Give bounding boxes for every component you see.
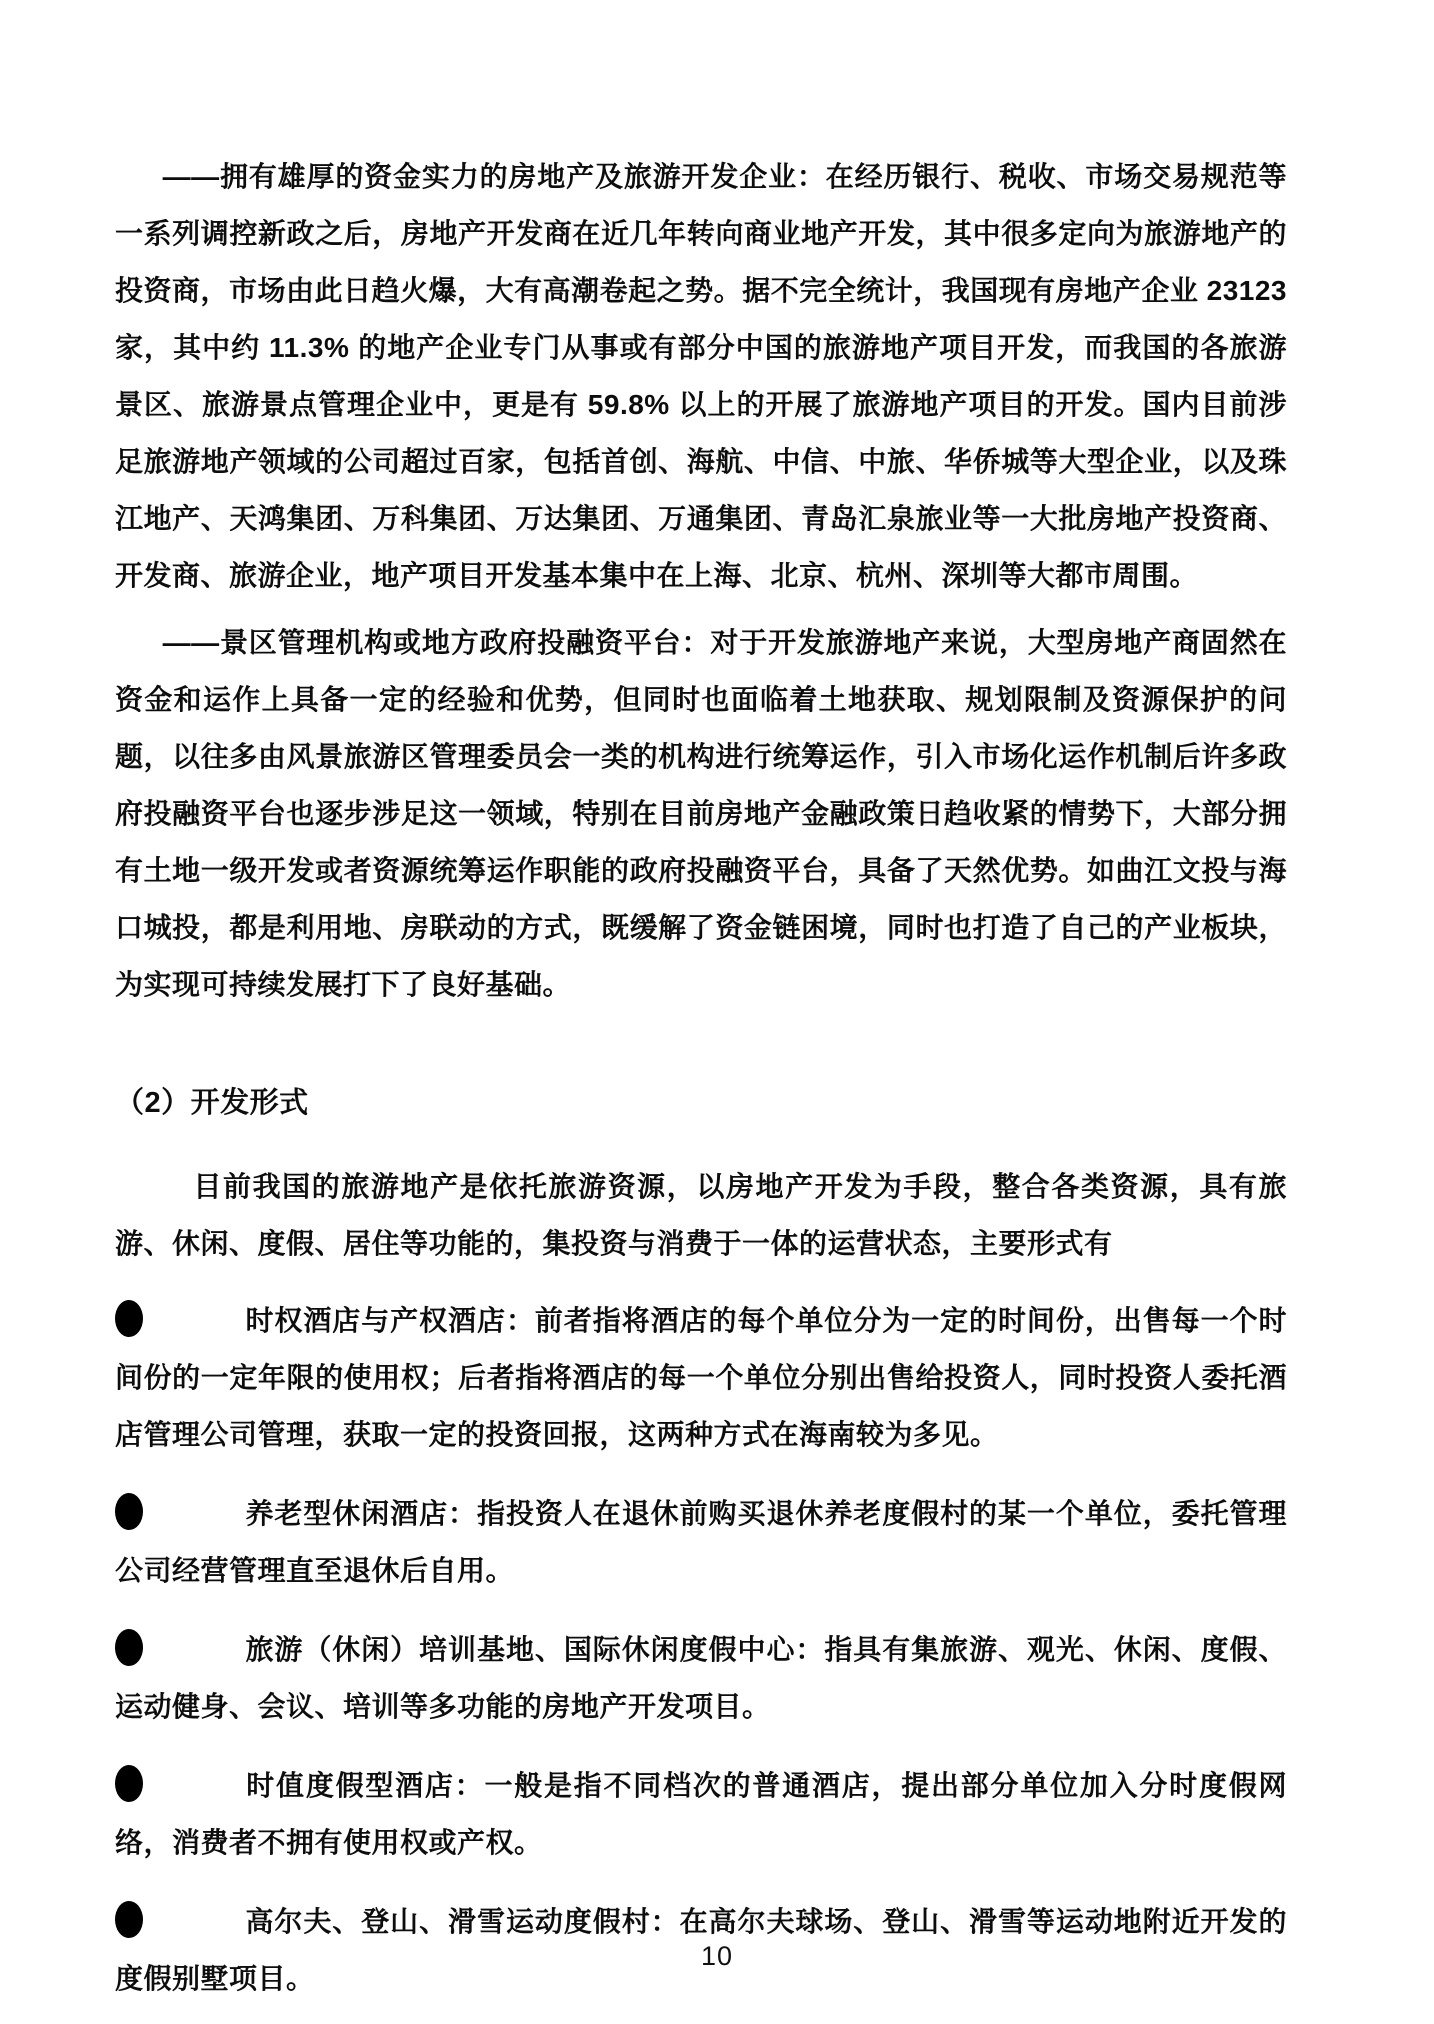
paragraph-scenic-area-platforms: ——景区管理机构或地方政府投融资平台：对于开发旅游地产来说，大型房地产商固然在资金和运作上具备一定的经验和优势，但同时也面临着土地获取、规划限制及资源保护的问题，以往多由风景旅游区管理委员会一类的机构进行统筹运作，引入市场化运作机制后许多政府投融资平台也逐步涉足这一领域，特别在目前房地产金融政策日趋收紧的情势下，大部分拥有土地一级开发或者资源统筹运作职能的政府投融资平台，具备了天然优势。如曲江文投与海口城投，都是利用地、房联动的方式，既缓解了资金链困境，同时也打造了自己的产业板块，为实现可持续发展打下了良好基础。 bbox=[115, 627, 1287, 1000]
bullet-text: 高尔夫、登山、滑雪运动度假村：在高尔夫球场、登山、滑雪等运动地附近开发的度假别墅项目。 bbox=[115, 1906, 1287, 1994]
paragraph-intro-development-forms: 目前我国的旅游地产是依托旅游资源，以房地产开发为手段，整合各类资源，具有旅游、休闲、度假、居住等功能的，集投资与消费于一体的运营状态，主要形式有 bbox=[115, 1171, 1287, 1259]
document-content bbox=[115, 148, 1287, 2024]
bullet-item-training-bases bbox=[115, 1621, 1287, 1735]
bullet-item-time-value-hotels bbox=[115, 1757, 1287, 1871]
page-footer bbox=[0, 1941, 1434, 1972]
bullet-icon bbox=[115, 1765, 143, 1802]
bullet-item-retirement-hotels bbox=[115, 1485, 1287, 1599]
bullet-text: 养老型休闲酒店：指投资人在退休前购买退休养老度假村的某一个单位，委托管理公司经营管理直至退休后自用。 bbox=[115, 1498, 1287, 1586]
bullet-item-timeshare-hotels bbox=[115, 1292, 1287, 1463]
bullet-text: 时值度假型酒店：一般是指不同档次的普通酒店，提出部分单位加入分时度假网络，消费者不拥有使用权或产权。 bbox=[115, 1770, 1287, 1858]
bullet-text: 时权酒店与产权酒店：前者指将酒店的每个单位分为一定的时间份，出售每一个时间份的一定年限的使用权；后者指将酒店的每一个单位分别出售给投资人，同时投资人委托酒店管理公司管理，获取一定的投资回报，这两种方式在海南较为多见。 bbox=[115, 1305, 1287, 1450]
bullet-icon bbox=[115, 1493, 143, 1530]
page-number: 10 bbox=[700, 1941, 734, 1971]
bullet-icon bbox=[115, 1300, 143, 1337]
bullet-text: 旅游（休闲）培训基地、国际休闲度假中心：指具有集旅游、观光、休闲、度假、运动健身、会议、培训等多功能的房地产开发项目。 bbox=[115, 1634, 1287, 1722]
bullet-icon bbox=[115, 1629, 143, 1666]
bullet-icon bbox=[115, 1901, 143, 1938]
paragraph-real-estate-developers: ——拥有雄厚的资金实力的房地产及旅游开发企业：在经历银行、税收、市场交易规范等一系列调控新政之后，房地产开发商在近几年转向商业地产开发，其中很多定向为旅游地产的投资商，市场由此日趋火爆，大有高潮卷起之势。据不完全统计，我国现有房地产企业 23123 家，其中约 11.3% 的地产企业专门从事或有部分中国的旅游地产项目开发，而我国的各旅游景区、旅游景点管理企业中，更是有 59.8% 以上的开展了旅游地产项目的开发。国内目前涉足旅游地产领域的公司超过百家，包括首创、海航、中信、中旅、华侨城等大型企业，以及珠江地产、天鸿集团、万科集团、万达集团、万通集团、青岛汇泉旅业等一大批房地产投资商、开发商、旅游企业，地产项目开发基本集中在上海、北京、杭州、深圳等大都市周围。 bbox=[115, 161, 1287, 591]
section-heading-development-forms: （2）开发形式 bbox=[115, 1087, 309, 1119]
